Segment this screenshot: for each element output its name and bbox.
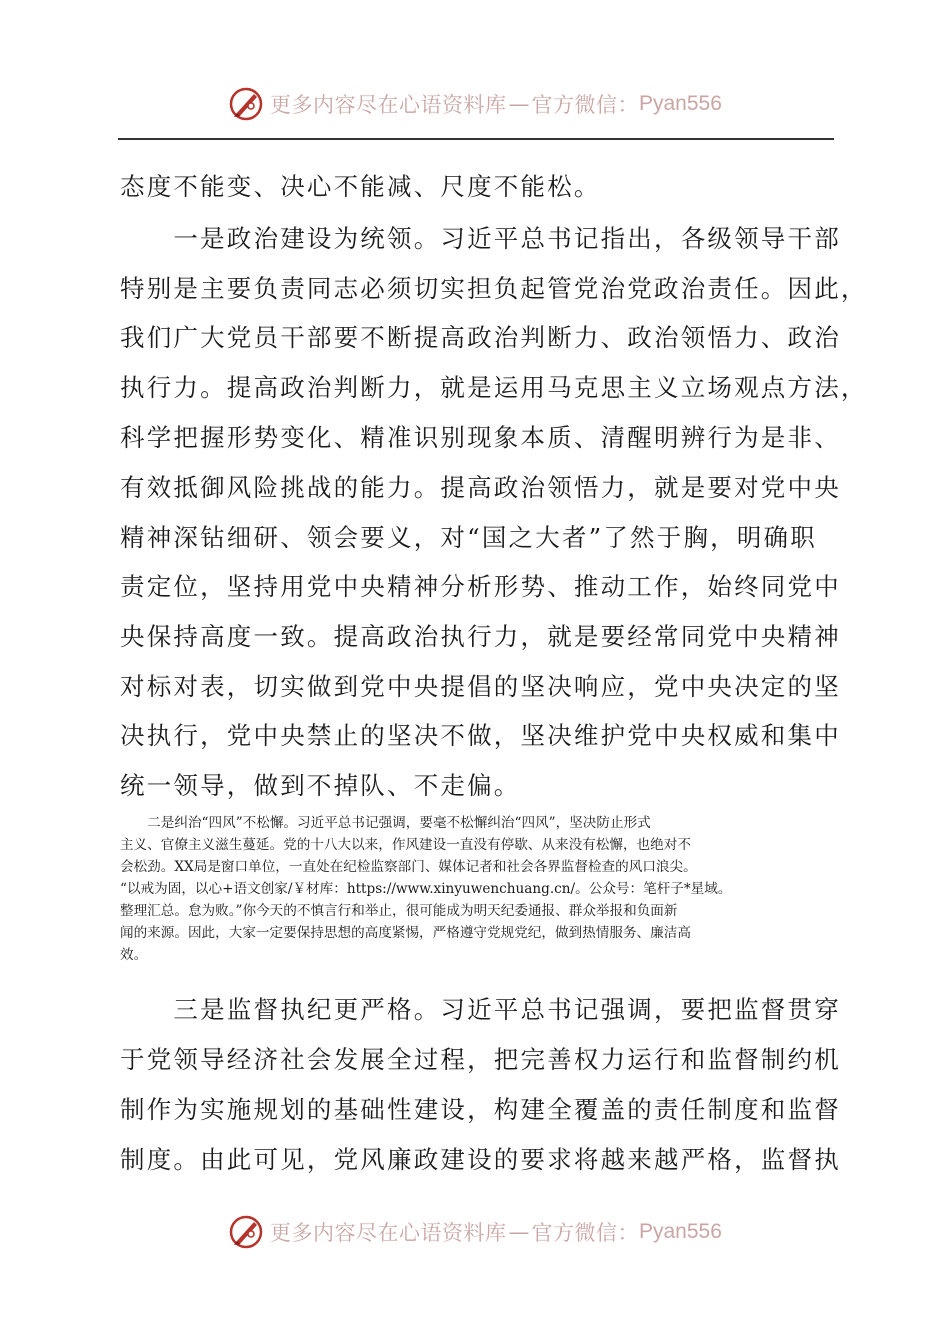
small-line: “以戒为固，以心+语文创家/￥材库：https://www.xinyuwenchuang.cn/。公众号：笔杆子*星域。 [120,881,732,897]
pen-logo-icon [228,86,264,122]
header-banner [0,82,950,126]
header-divider [118,138,834,140]
pen-logo-icon [228,1214,264,1250]
body-line: 一是政治建设为统领。习近平总书记指出，各级领导干部 [120,224,841,253]
body-line: 特别是主要负责同志必须切实担负起管党治党政治责任。因此， [120,274,868,303]
small-line: 会松劲。XX局是窗口单位，一直处在纪检监察部门、媒体记者和社会各界监督检查的风口浪尖。 [120,859,697,875]
body-line: 有效抵御风险挑战的能力。提高政治领悟力，就是要对党中央 [120,473,841,502]
footer-banner-official: 官方微信： [531,1221,639,1245]
footer-banner-id: Pyan556 [639,1220,722,1243]
body-line: 决执行，党中央禁止的坚决不做，坚决维护党中央权威和集中 [120,721,841,750]
body-line: 我们广大党员干部要不断提高政治判断力、政治领悟力、政治 [120,323,841,352]
small-line: 二是纠治“四风”不松懈。习近平总书记强调，要毫不松懈纠治“四风”，坚决防止形式 [120,815,651,831]
header-banner-text: 更多内容尽在心语资料库 [270,93,507,117]
body-line: 执行力。提高政治判断力，就是运用马克思主义立场观点方法， [120,373,868,402]
footer-banner-dash: — [508,1220,530,1244]
header-banner-id: Pyan556 [639,92,722,115]
small-line: 效。 [120,947,148,963]
footer-banner-text: 更多内容尽在心语资料库 [270,1221,507,1245]
body-line: 对标对表，切实做到党中央提倡的坚决响应，党中央决定的坚 [120,672,841,701]
body-line: 科学把握形势变化、精准识别现象本质、清醒明辨行为是非、 [120,423,841,452]
body-line: 统一领导，做到不掉队、不走偏。 [120,771,521,800]
small-line: 整理汇总。怠为败。”你今天的不慎言行和举止，很可能成为明天纪委通报、群众举报和负面新 [120,903,678,919]
body-line: 责定位，坚持用党中央精神分析形势、推动工作，始终同党中 [120,572,841,601]
header-banner-dash: — [508,92,530,116]
body-line: 制作为实施规划的基础性建设，构建全覆盖的责任制度和监督 [120,1095,841,1124]
body-line: 态度不能变、决心不能减、尺度不能松。 [120,172,601,201]
small-line: 主义、官僚主义滋生蔓延。党的十八大以来，作风建设一直没有停歇、从来没有松懈，也绝对不 [120,837,691,853]
body-line: 精神深钻细研、领会要义，对“国之大者”了然于胸，明确职 [120,523,817,552]
small-line: 闻的来源。因此，大家一定要保持思想的高度紧惕，严格遵守党规党纪，做到热情服务、廉洁高 [120,925,691,941]
body-line: 于党领导经济社会发展全过程，把完善权力运行和监督制约机 [120,1045,841,1074]
footer-banner [0,1210,950,1254]
header-banner-official: 官方微信： [531,93,639,117]
body-line: 央保持高度一致。提高政治执行力，就是要经常同党中央精神 [120,622,841,651]
body-line: 三是监督执纪更严格。习近平总书记强调，要把监督贯穿 [120,995,841,1024]
body-line: 制度。由此可见，党风廉政建设的要求将越来越严格，监督执 [120,1145,841,1174]
